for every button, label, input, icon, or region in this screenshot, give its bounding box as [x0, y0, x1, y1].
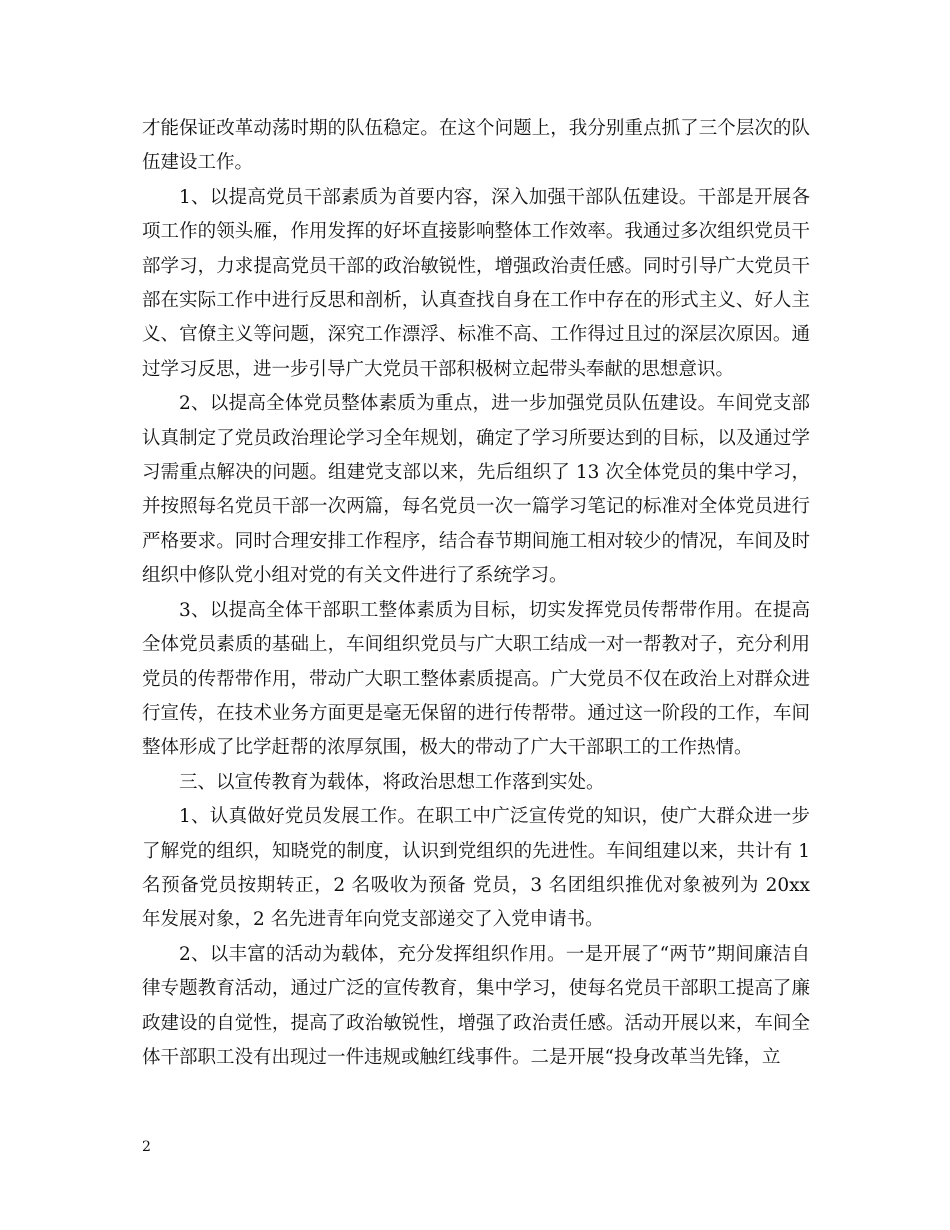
paragraph-item-3: 3、以提高全体干部职工整体素质为目标，切实发挥党员传帮带作用。在提高全体党员素质的基础上，车间组织党员与广大职工结成一对一帮教对子，充分利用党员的传帮带作用，带动广大职工整体素质提高。广大党员不仅在政治上对群众进行宣传，在技术业务方面更是毫无保留的进行传帮带。通过这一阶段的工作，车间整体形成了比学赶帮的浓厚氛围，极大的带动了广大干部职工的工作热情。 — [142, 599, 810, 759]
section-heading-3: 三、以宣传教育为载体，将政治思想工作落到实处。 — [179, 771, 605, 793]
paragraph-continuation: 才能保证改革动荡时期的队伍稳定。在这个问题上，我分别重点抓了三个层次的队伍建设工作。 — [142, 118, 810, 174]
paragraph-item-2: 2、以提高全体党员整体素质为重点，进一步加强党员队伍建设。车间党支部认真制定了党员政治理论学习全年规划，确定了学习所要达到的目标，以及通过学习需重点解决的问题。组建党支部以来，先后组织了 13 次全体党员的集中学习，并按照每名党员干部一次两篇，每名党员一次一篇学习笔记的标准对全体党员进行严格要求。同时合理安排工作程序，结合春节期间施工相对较少的情况，车间及时组织中修队党小组对党的有关文件进行了系统学习。 — [142, 393, 810, 587]
paragraph-item-1: 1、以提高党员干部素质为首要内容，深入加强干部队伍建设。干部是开展各项工作的领头雁，作用发挥的好坏直接影响整体工作效率。我通过多次组织党员干部学习，力求提高党员干部的政治敏锐性，增强政治责任感。同时引导广大党员干部在实际工作中进行反思和剖析，认真查找自身在工作中存在的形式主义、好人主义、官僚主义等问题，深究工作漂浮、标准不高、工作得过且过的深层次原因。通过学习反思，进一步引导广大党员干部积极树立起带头奉献的思想意识。 — [142, 186, 810, 380]
paragraph-item-3-1: 1、认真做好党员发展工作。在职工中广泛宣传党的知识，使广大群众进一步了解党的组织，知晓党的制度，认识到党组织的先进性。车间组建以来，共计有 1 名预备党员按期转正，2 名吸收为预备 党员，3 名团组织推优对象被列为 20xx 年发展对象，2 名先进青年向党支部递交了入党申请书。 — [142, 806, 810, 931]
document-body — [142, 112, 810, 1075]
page-number: 2 — [142, 1139, 151, 1155]
paragraph-item-3-2: 2、以丰富的活动为载体，充分发挥组织作用。一是开展了“两节”期间廉洁自律专题教育活动，通过广泛的宣传教育，集中学习，使每名党员干部职工提高了廉政建设的自觉性，提高了政治敏锐性，增强了政治责任感。活动开展以来，车间全体干部职工没有出现过一件违规或触红线事件。二是开展“投身改革当先锋，立 — [142, 943, 810, 1068]
